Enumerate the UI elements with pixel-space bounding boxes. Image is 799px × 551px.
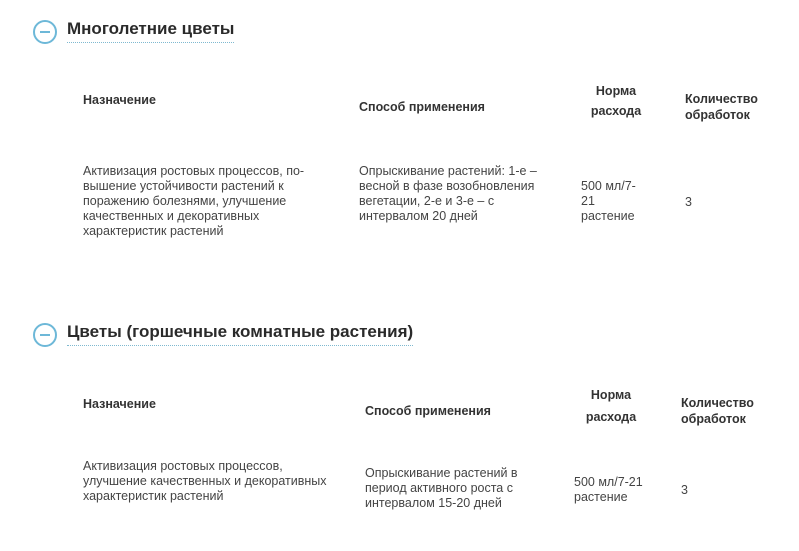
column-header-rate: Норма расхода <box>590 84 642 118</box>
table-cell-purpose: Активизация ростовых процессов, улучшение качественных и декоративных характеристик растений <box>83 459 327 503</box>
table-cell-rate: 500 мл/7-21 растение <box>581 179 636 223</box>
section-title[interactable]: Цветы (горшечные комнатные растения) <box>67 322 413 346</box>
section-title[interactable]: Многолетние цветы <box>67 19 234 43</box>
column-header-count: Количество обработок <box>685 92 758 122</box>
collapse-icon[interactable] <box>33 323 57 347</box>
table-cell-count: 3 <box>681 483 688 497</box>
table-cell-method: Опрыскивание растений в период активного роста с интервалом 15-20 дней <box>365 466 518 510</box>
column-header-method: Способ применения <box>365 404 491 418</box>
table-cell-rate: 500 мл/7-21 растение <box>574 475 643 504</box>
table-cell-count: 3 <box>685 195 692 209</box>
column-header-count: Количество обработок <box>681 396 754 426</box>
collapse-icon[interactable] <box>33 20 57 44</box>
column-header-rate: Норма расхода <box>585 388 637 424</box>
table-cell-purpose: Активизация ростовых процессов, по-вышение устойчивости растений к поражению болезнями, улучшение качественных и декоративных характеристик растений <box>83 164 305 238</box>
column-header-purpose: Назначение <box>83 397 156 411</box>
column-header-method: Способ применения <box>359 100 485 114</box>
table-cell-method: Опрыскивание растений: 1-е – весной в фазе возобновления вегетации, 2-е и 3-е – с интервалом 20 дней <box>359 164 537 223</box>
column-header-purpose: Назначение <box>83 93 156 107</box>
